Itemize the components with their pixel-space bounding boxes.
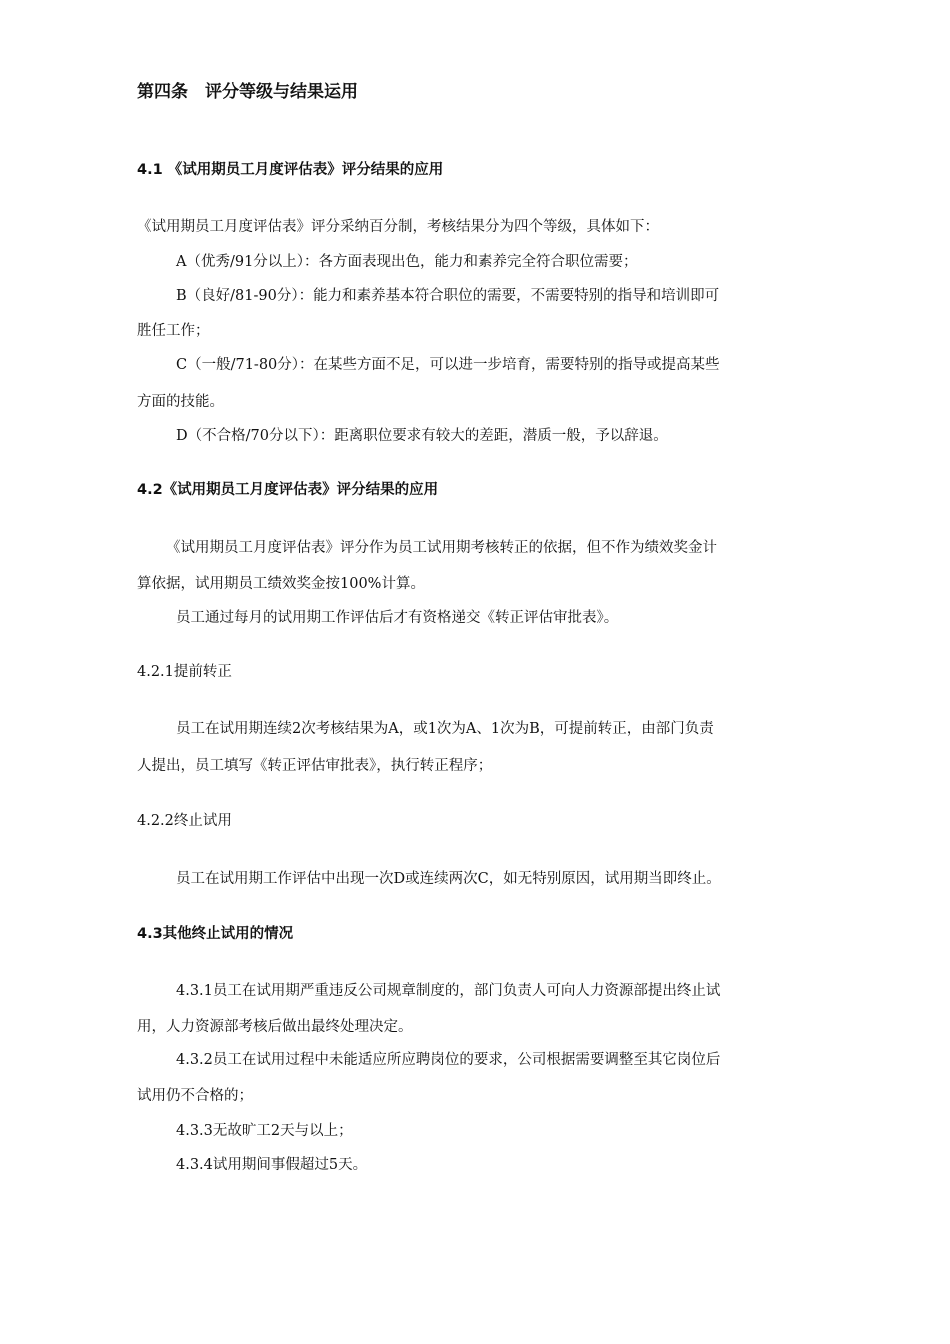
grade-b-line-2: 胜任工作；	[137, 323, 210, 339]
article-title: 第四条 评分等级与结果运用	[137, 82, 358, 102]
grade-a-line: A（优秀/91分以上）：各方面表现出色，能力和素养完全符合职位需要；	[176, 254, 638, 270]
item-4-3-2-line-1: 4.3.2员工在试用过程中未能适应所应聘岗位的要求，公司根据需要调整至其它岗位后	[176, 1052, 721, 1068]
section-4-2-para-1-line-1: 《试用期员工月度评估表》评分作为员工试用期考核转正的依据，但不作为绩效奖金计	[166, 540, 717, 556]
item-4-3-1-line-1: 4.3.1员工在试用期严重违反公司规章制度的，部门负责人可向人力资源部提出终止试	[176, 983, 721, 999]
section-4-2-1-line-2: 人提出，员工填写《转正评估审批表》，执行转正程序；	[137, 758, 493, 774]
section-4-2-para-1-line-2: 算依据，试用期员工绩效奖金按100%计算。	[137, 576, 425, 592]
item-4-3-3-line: 4.3.3无故旷工2天与以上；	[176, 1123, 353, 1139]
section-4-3-heading: 4.3其他终止试用的情况	[137, 926, 294, 942]
item-4-3-2-line-2: 试用仍不合格的；	[137, 1088, 253, 1104]
section-4-1-heading: 4.1 《试用期员工月度评估表》评分结果的应用	[137, 162, 444, 178]
section-4-1-intro: 《试用期员工月度评估表》评分采纳百分制，考核结果分为四个等级，具体如下：	[137, 219, 659, 235]
item-4-3-4-line: 4.3.4试用期间事假超过5天。	[176, 1157, 368, 1173]
section-4-2-para-2: 员工通过每月的试用期工作评估后才有资格递交《转正评估审批表》。	[176, 610, 619, 626]
section-4-2-2-heading: 4.2.2终止试用	[137, 813, 232, 829]
item-4-3-1-line-2: 用，人力资源部考核后做出最终处理决定。	[137, 1019, 413, 1035]
section-4-2-1-line-1: 员工在试用期连续2次考核结果为A，或1次为A、1次为B，可提前转正，由部门负责	[176, 721, 714, 737]
grade-c-line-1: C（一般/71-80分）：在某些方面不足，可以进一步培育，需要特别的指导或提高某些	[176, 357, 720, 373]
grade-c-line-2: 方面的技能。	[137, 394, 224, 410]
grade-d-line: D（不合格/70分以下）：距离职位要求有较大的差距，潜质一般，予以辞退。	[176, 428, 668, 444]
section-4-2-2-line-1: 员工在试用期工作评估中出现一次D或连续两次C，如无特别原因，试用期当即终止。	[176, 871, 721, 887]
section-4-2-1-heading: 4.2.1提前转正	[137, 664, 232, 680]
grade-b-line-1: B（良好/81-90分）：能力和素养基本符合职位的需要，不需要特别的指导和培训即可	[176, 288, 720, 304]
section-4-2-heading: 4.2《试用期员工月度评估表》评分结果的应用	[137, 482, 439, 498]
